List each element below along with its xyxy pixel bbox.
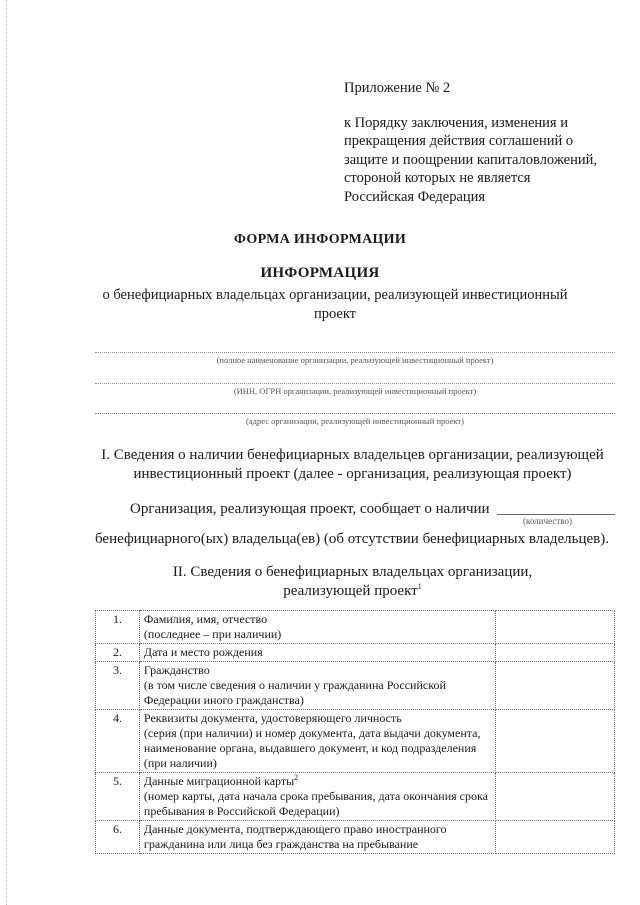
row-label: Дата и место рождения: [143, 645, 263, 659]
row-number: 6.: [96, 821, 140, 854]
row-value-cell[interactable]: [496, 662, 615, 710]
section-1-title: I. Сведения о наличии бенефициарных владельцев организации, реализующей инвестиционный проект (далее - организация, реализующая проект): [101, 447, 604, 482]
appendix-number: Приложение № 2: [344, 80, 451, 96]
appendix-line: стороной которых не является: [344, 170, 531, 186]
section-2-title-text: реализующей проект: [283, 583, 418, 599]
org-name-caption: (полное наименование организации, реализующей инвестиционный проект): [216, 355, 494, 365]
row-value-cell[interactable]: [496, 644, 615, 662]
appendix-line: прекращения действия соглашений о: [344, 133, 574, 149]
beneficiary-info-table: [95, 610, 615, 854]
row-description: [139, 710, 495, 773]
footnote-marker: 2: [294, 773, 299, 782]
row-value-cell[interactable]: [496, 821, 615, 854]
org-inn-caption: (ИНН, ОГРН организации, реализующей инвестиционный проект): [233, 386, 477, 396]
row-label: Реквизиты документа, удостоверяющего личность: [143, 711, 402, 725]
row-description: [139, 821, 495, 854]
count-fill-line: [497, 514, 615, 515]
org-address-fill-line: [95, 413, 615, 414]
table-row: [96, 662, 615, 710]
org-address-caption: (адрес организации, реализующей инвестиционный проект): [246, 416, 464, 426]
row-value-cell[interactable]: [496, 773, 615, 821]
table-row: [96, 710, 615, 773]
row-description: [139, 662, 495, 710]
appendix-line: к Порядку заключения, изменения и: [344, 114, 568, 131]
row-note: (в том числе сведения о наличии у гражданина Российской Федерации иного гражданства): [143, 678, 446, 707]
info-title: ИНФОРМАЦИЯ: [260, 265, 380, 281]
section-2-title: [80, 563, 625, 601]
row-label: Фамилия, имя, отчество: [143, 612, 268, 626]
org-name-fill-line: [95, 352, 615, 353]
count-caption: (количество): [523, 516, 572, 526]
appendix-line: Российская Федерация: [344, 188, 486, 205]
section-2-title-line: [80, 582, 625, 601]
row-label-wrap: [144, 774, 491, 789]
row-description: [139, 773, 495, 821]
row-number: 4.: [96, 710, 140, 773]
row-label: Данные документа, подтверждающего право иностранного гражданина или лица без гражданства на пребывание: [143, 822, 447, 851]
beneficiary-statement: бенефициарного(ых) владельца(ев) (об отсутствии бенефициарных владельцев).: [95, 531, 609, 547]
form-title: ФОРМА ИНФОРМАЦИИ: [233, 232, 407, 247]
org-statement: Организация, реализующая проект, сообщает о наличии: [130, 501, 490, 517]
page-left-border: [6, 0, 7, 905]
org-inn-fill-line: [95, 383, 615, 384]
table-row: [96, 773, 615, 821]
row-description: [139, 644, 495, 662]
section-2-title-line: II. Сведения о бенефициарных владельцах организации,: [172, 564, 533, 580]
row-number: 1.: [96, 611, 140, 644]
appendix-line: защите и поощрении капиталовложений,: [344, 151, 597, 168]
row-label: Данные миграционной карты: [143, 774, 295, 788]
footnote-marker: 1: [417, 582, 422, 591]
row-label: Гражданство: [143, 663, 210, 677]
row-description: [139, 611, 495, 644]
row-number: 2.: [96, 644, 140, 662]
row-value-cell[interactable]: [496, 710, 615, 773]
table-row: [96, 821, 615, 854]
table-row: [96, 644, 615, 662]
appendix-block: [344, 79, 624, 206]
table-row: [96, 611, 615, 644]
row-number: 3.: [96, 662, 140, 710]
row-note: (серия (при наличии) и номер документа, дата выдачи документа, наименование органа, выдавшего документ, и код подразделения (при наличии): [143, 726, 481, 770]
row-note: (последнее – при наличии): [143, 627, 282, 641]
info-subtitle: о бенефициарных владельцах организации, реализующей инвестиционный проект: [102, 287, 568, 322]
row-note: (номер карты, дата начала срока пребывания, дата окончания срока пребывания в Российской Федерации): [143, 789, 488, 818]
row-value-cell[interactable]: [496, 611, 615, 644]
row-number: 5.: [96, 773, 140, 821]
